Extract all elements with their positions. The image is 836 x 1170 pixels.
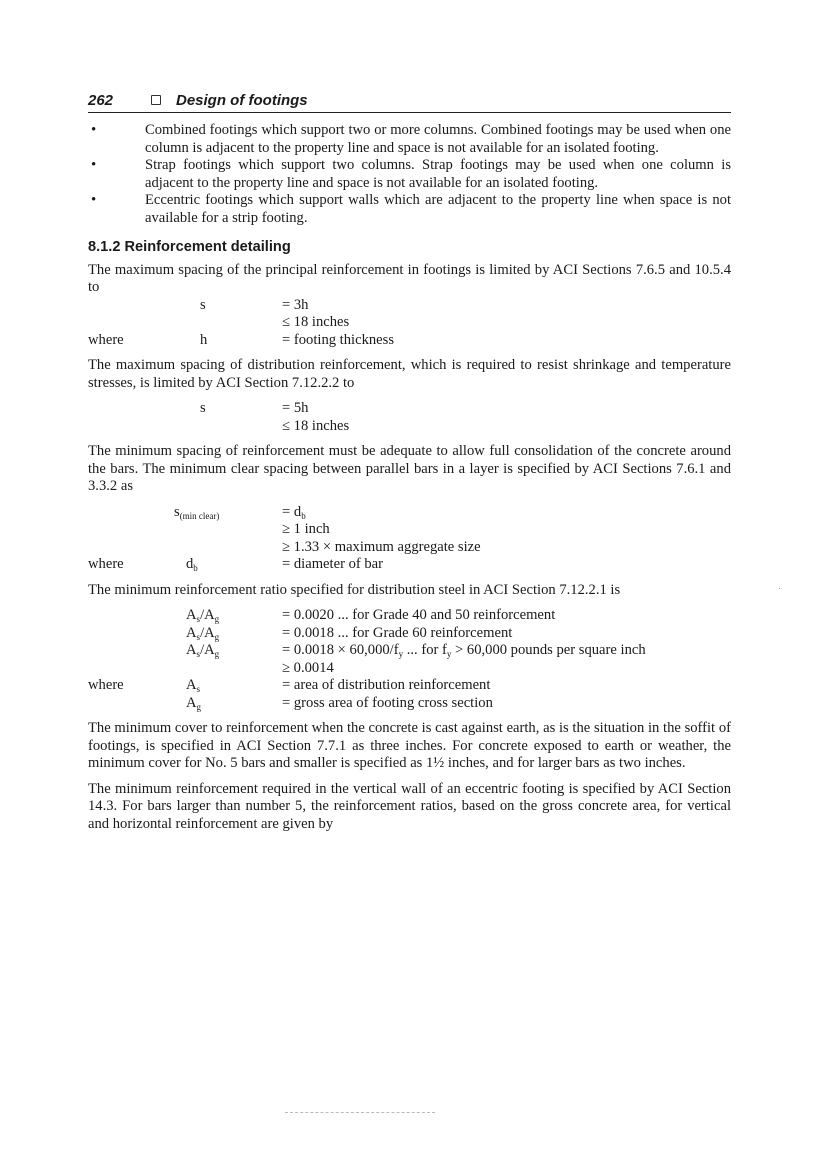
where-label: where (88, 677, 124, 693)
equation-block (88, 400, 731, 435)
list-item-text: Combined footings which support two or more columns. Combined footings may be used when one column is adjacent to the property line and space is not available for an isolated footing. (145, 122, 731, 156)
eq-line: ≤ 18 inches (282, 417, 350, 434)
scan-artifact (285, 1112, 435, 1114)
eq-line: = $0.0018 \times 60,000/f_y$ ... for $f_y > 60,000$ pounds per square inch (282, 642, 646, 659)
eq-lhs: $A_s/A_g$ (186, 642, 220, 659)
eq-definition: = diameter of bar (282, 556, 384, 572)
where-label: where (88, 556, 124, 572)
eq-line: = 0.0018 ... for Grade 60 reinforcement (282, 624, 513, 641)
paragraph: The minimum reinforcement required in the vertical wall of an eccentric footing is specified by ACI Section 14.3. For bars larger than number 5, the reinforcement ratios, based on the gross concrete area, for vertical and horizontal reinforcement are given by (88, 780, 731, 832)
bullet-icon: • (91, 192, 97, 208)
paragraph: The maximum spacing of the principal reinforcement in footings is limited by ACI Sections 7.6.5 and 10.5.4 to (88, 261, 731, 295)
eq-line: = $d_b$ (282, 503, 306, 521)
page-number: 262 (88, 92, 114, 109)
eq-symbol: $A_g$ (186, 694, 202, 712)
equation-block (88, 504, 731, 574)
equation-block (88, 297, 731, 350)
section-heading: 8.1.2 Reinforcement detailing (88, 239, 291, 255)
eq-line: = 3h (282, 296, 309, 313)
paragraph: The minimum reinforcement ratio specified for distribution steel in ACI Section 7.12.2.1 is (88, 581, 621, 598)
eq-symbol: h (200, 331, 208, 348)
eq-line: ≥ 0.0014 (282, 659, 334, 676)
bullet-icon: • (91, 157, 97, 173)
eq-lhs: $A_s/A_g$ (186, 624, 220, 642)
list-item (88, 192, 731, 227)
paragraph: The minimum spacing of reinforcement must be adequate to allow full consolidation of the concrete around the bars. The minimum clear spacing between parallel bars in a layer is specified by ACI Sections 7.6.1 and 3.3.2 as (88, 443, 731, 494)
eq-line: ≤ 18 inches (282, 314, 350, 330)
list-item (88, 122, 731, 157)
eq-symbol: $s_{(min clear)}$ (174, 503, 220, 521)
body-text (88, 122, 731, 841)
where-label: where (88, 331, 124, 348)
paragraph: The minimum cover to reinforcement when the concrete is cast against earth, as is the situation in the soffit of footings, is specified in ACI Section 7.7.1 as three inches. For concrete exposed to earth or weather, the minimum cover for No. 5 bars and smaller is specified as 1½ inches, and for larger bars as two inches. (88, 720, 731, 771)
bullet-icon: • (91, 122, 97, 138)
scan-artifact (779, 588, 780, 589)
eq-symbol: s (200, 400, 206, 416)
eq-lhs: $A_s/A_g$ (186, 607, 220, 624)
eq-symbol: s (200, 296, 206, 313)
list-item (88, 157, 731, 192)
eq-definition: = area of distribution reinforcement (282, 677, 491, 693)
eq-line: = 5h (282, 400, 309, 416)
chapter-title: Design of footings (176, 92, 308, 109)
square-outline-icon (151, 95, 161, 105)
running-header (88, 92, 731, 113)
list-item-text: Eccentric footings which support walls which are adjacent to the property line when space is not available for a strip footing. (145, 192, 731, 226)
eq-line: ≥ 1.33 × maximum aggregate size (282, 538, 481, 555)
eq-line: ≥ 1 inch (282, 521, 330, 537)
list-item-text: Strap footings which support two columns. Strap footings may be used when one column is adjacent to the property line and space is not available for an isolated footing. (145, 157, 731, 191)
eq-symbol: $d_b$ (186, 556, 198, 573)
eq-definition: = footing thickness (282, 331, 394, 348)
eq-definition: = gross area of footing cross section (282, 694, 493, 711)
eq-symbol: $A_s$ (186, 677, 201, 694)
eq-line: = 0.0020 ... for Grade 40 and 50 reinforcement (282, 607, 556, 623)
equation-block (88, 607, 731, 712)
paragraph: The maximum spacing of distribution reinforcement, which is required to resist shrinkage and temperature stresses, is limited by ACI Section 7.12.2.2 to (88, 357, 731, 391)
